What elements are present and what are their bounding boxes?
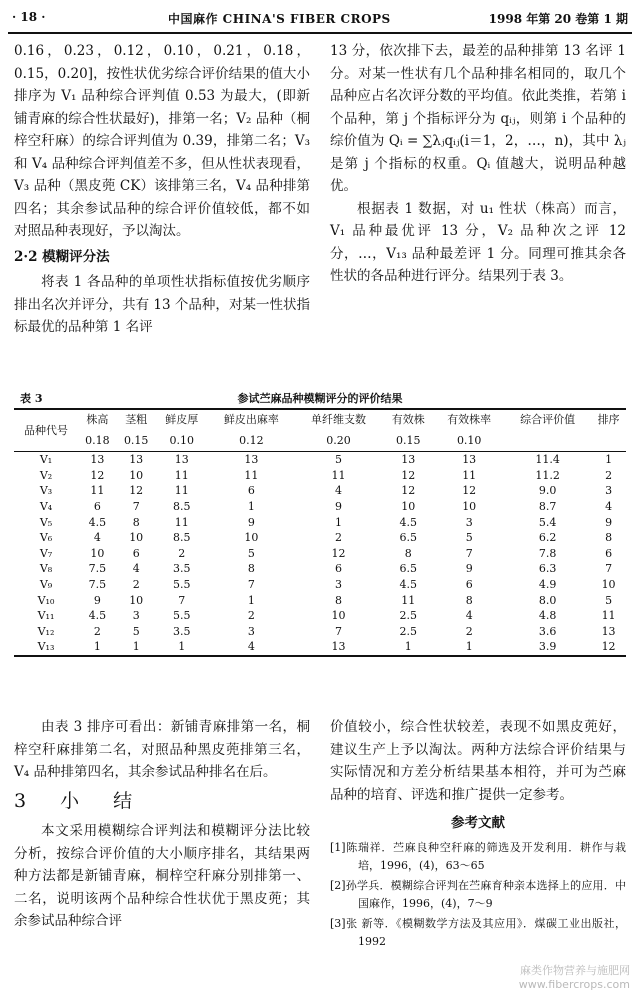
paragraph-summary: 本文采用模糊综合评判法和模糊评分法比较分析，按综合评价值的大小顺序排名，其结果两种方法都是新铺青麻，桐梓空秆麻分别排第一、二名，说明该两个品种综合性状优于黑皮蔸；其余参试品种综合评 xyxy=(14,823,310,929)
section-3-heading: 3 小 结 xyxy=(14,789,147,812)
variety-code-cell: V₅ xyxy=(39,515,53,529)
variety-code-cell: V₁₁ xyxy=(37,609,55,623)
site-watermark xyxy=(519,964,630,992)
score-cell: 10 xyxy=(601,577,616,591)
score-cell: 6 xyxy=(93,499,101,513)
journal-name: 中国麻作 CHINA'S FIBER CROPS xyxy=(168,12,391,26)
score-cell: 1 xyxy=(605,453,613,467)
score-cell: 8.0 xyxy=(538,593,557,607)
score-cell: 12 xyxy=(591,639,626,656)
score-cell: 10 xyxy=(129,593,144,607)
score-cell: 5.5 xyxy=(172,609,191,623)
score-cell: 4 xyxy=(335,484,343,498)
paragraph-fuzzy-eval-result: 0.16，0.23，0.12，0.10，0.21，0.18，0.15，0.20]，按性状优劣综合评价结果的值大小排序为 V₁ 品种综合评判值 0.53 为最大，(即新铺青麻的综合性状最好)，排第一名；V₂ 品种（桐梓空秆麻）的综合评判值为 0.39，排第二名；V₃ 和 V₄ 品种综合评判值差不多，但从性状表现看，V₃ 品种（黑皮蔸 CK）该排第三名，V₄ 品种排第四名；其余参试品种的综合评价值较低，都不如对照品种表现好，予以淘汰。 xyxy=(14,43,310,239)
left-column-bottom xyxy=(14,716,310,933)
table-row xyxy=(14,499,626,515)
score-cell: 8 xyxy=(404,546,412,560)
score-cell: 3.6 xyxy=(538,624,557,638)
score-cell: 3 xyxy=(247,624,255,638)
score-cell: 6 xyxy=(465,577,473,591)
score-cell: 10 xyxy=(331,609,346,623)
score-cell: 7 xyxy=(132,499,140,513)
score-cell: 2 xyxy=(93,624,101,638)
score-cell: 11 xyxy=(331,468,346,482)
column-header: 有效株率 xyxy=(434,409,504,430)
score-cell: 2.5 xyxy=(399,609,417,623)
score-cell: 9 xyxy=(335,499,343,513)
score-cell: 8.5 xyxy=(172,531,191,545)
page-header xyxy=(8,6,632,34)
score-cell: 8 xyxy=(247,562,255,576)
score-cell: 9 xyxy=(605,515,613,529)
score-cell: 13 xyxy=(462,453,477,467)
score-cell: 1 xyxy=(382,639,434,656)
score-cell: 11 xyxy=(174,484,189,498)
score-cell: 7 xyxy=(465,546,473,560)
column-header: 茎粗 xyxy=(117,409,156,430)
weight-cell: 0.15 xyxy=(382,430,434,452)
score-cell: 5 xyxy=(247,546,255,560)
table-body xyxy=(14,452,626,656)
score-cell: 10 xyxy=(462,499,477,513)
table-row xyxy=(14,624,626,640)
score-cell: 4 xyxy=(132,562,140,576)
variety-code-cell: V₈ xyxy=(39,562,53,576)
score-cell: 5 xyxy=(132,624,140,638)
score-cell: 11 xyxy=(601,609,616,623)
score-cell: 10 xyxy=(129,468,144,482)
score-cell: 4.5 xyxy=(88,515,107,529)
score-cell: 3 xyxy=(605,484,613,498)
score-cell: 5 xyxy=(465,531,473,545)
variety-code-cell: V₁₂ xyxy=(37,624,55,638)
score-cell: 12 xyxy=(331,546,346,560)
table-row xyxy=(14,593,626,609)
weight-cell xyxy=(591,430,626,452)
score-cell: 8 xyxy=(335,593,343,607)
score-cell: 6 xyxy=(132,546,140,560)
issue-info: 1998 年第 20 卷第 1 期 xyxy=(488,12,628,26)
table-row xyxy=(14,452,626,468)
score-cell: 12 xyxy=(401,484,416,498)
variety-code-cell: V₄ xyxy=(39,499,53,513)
score-cell: 1 xyxy=(335,515,343,529)
weight-cell: 0.12 xyxy=(208,430,295,452)
table-header-row xyxy=(14,409,626,430)
variety-code-cell: V₃ xyxy=(39,484,53,498)
score-cell: 9 xyxy=(247,515,255,529)
reference-item: [2]孙学兵．模糊综合评判在苎麻育种亲本选择上的应用．中国麻作，1996，(4)，7～9 xyxy=(330,878,626,910)
variety-code-cell: V₁₀ xyxy=(37,593,55,607)
table-row xyxy=(14,577,626,593)
score-cell: 2 xyxy=(178,546,186,560)
score-cell: 6.3 xyxy=(538,562,557,576)
score-cell: 13 xyxy=(90,453,105,467)
score-cell: 7 xyxy=(178,593,186,607)
reference-item: [1]陈瑞祥．苎麻良种空秆麻的筛选及开发利用．耕作与栽培，1996，(4)，63～65 xyxy=(330,840,626,872)
score-cell: 4.5 xyxy=(399,515,417,529)
score-cell: 4 xyxy=(605,499,613,513)
score-cell: 11 xyxy=(174,515,189,529)
score-cell: 2 xyxy=(605,468,613,482)
table-row xyxy=(14,530,626,546)
variety-code-cell: V₉ xyxy=(39,577,53,591)
variety-code-cell: V₁ xyxy=(39,453,53,467)
variety-code-cell: V₆ xyxy=(39,531,53,545)
table-row xyxy=(14,639,626,656)
table-3-label: 表 3 xyxy=(20,392,43,405)
variety-code-cell: V₁₃ xyxy=(14,639,78,656)
weight-cell: 0.10 xyxy=(156,430,208,452)
table-row xyxy=(14,468,626,484)
score-cell: 4 xyxy=(93,531,101,545)
score-cell: 10 xyxy=(90,546,105,560)
score-cell: 8 xyxy=(605,531,613,545)
score-cell: 3.5 xyxy=(172,624,191,638)
variety-code-cell: V₂ xyxy=(39,468,53,482)
right-column-top xyxy=(330,40,626,288)
column-header: 排序 xyxy=(591,409,626,430)
paragraph-conclusion: 价值较小，综合性状较差，表现不如黑皮蔸好，建议生产上予以淘汰。两种方法综合评价结果与实际情况和方差分析结果基本相符，并可为苎麻品种的培育、评选和推广提供一定参考。 xyxy=(330,719,626,803)
table-3-caption xyxy=(14,388,626,406)
score-cell: 2 xyxy=(132,577,140,591)
paragraph-table3-ranking: 由表 3 排序可看出：新铺青麻排第一名，桐梓空秆麻排第二名，对照品种黑皮蔸排第三名，V₄ 品种排第四名，其余参试品种排名在后。 xyxy=(14,719,310,780)
score-cell: 11.4 xyxy=(535,453,560,467)
score-cell: 12 xyxy=(401,468,416,482)
score-cell: 8.7 xyxy=(538,499,557,513)
score-cell: 7 xyxy=(605,562,613,576)
score-cell: 12 xyxy=(462,484,477,498)
score-cell: 9.0 xyxy=(538,484,557,498)
row-header-cell: 品种代号 xyxy=(14,409,78,452)
score-cell: 5 xyxy=(605,593,613,607)
left-column-top xyxy=(14,40,310,339)
score-cell: 6.5 xyxy=(399,531,417,545)
fuzzy-score-table xyxy=(14,408,626,657)
score-cell: 8 xyxy=(465,593,473,607)
score-cell: 13 xyxy=(174,453,189,467)
score-cell: 1 xyxy=(117,639,156,656)
column-header: 有效株 xyxy=(382,409,434,430)
weight-row xyxy=(14,430,626,452)
paragraph-scoring-method: 13 分，依次排下去，最差的品种排第 13 名评 1 分。对某一性状有几个品种排名相同的，取几个品种应占名次评分数的平均值。依此类推，若第 i 个品种，第 j 个指标评分为 qᵢⱼ，则第 i 个品种的综价值为 Qᵢ = ∑λⱼqᵢⱼ(i＝1，2，…，n)，其中 λⱼ 是第 j 个指标的权重。Qᵢ 值越大，说明品种越优。 xyxy=(330,43,626,194)
score-cell: 4 xyxy=(465,609,473,623)
score-cell: 2 xyxy=(335,531,343,545)
score-cell: 10 xyxy=(401,499,416,513)
score-cell: 8.5 xyxy=(172,499,191,513)
score-cell: 4.9 xyxy=(538,577,557,591)
references-heading: 参考文献 xyxy=(451,815,505,831)
score-cell: 4.5 xyxy=(88,609,107,623)
score-cell: 13 xyxy=(295,639,382,656)
score-cell: 4 xyxy=(208,639,295,656)
score-cell: 1 xyxy=(434,639,504,656)
score-cell: 9 xyxy=(465,562,473,576)
page-number: · 18 · xyxy=(12,10,46,24)
score-cell: 6 xyxy=(247,484,255,498)
score-cell: 1 xyxy=(247,593,255,607)
watermark-site-name: 麻类作物营养与施肥网 xyxy=(520,964,630,977)
table-row xyxy=(14,515,626,531)
score-cell: 1 xyxy=(247,499,255,513)
score-cell: 5.5 xyxy=(172,577,191,591)
table-3-title: 参试苎麻品种模糊评分的评价结果 xyxy=(237,392,403,405)
weight-cell: 0.18 xyxy=(78,430,117,452)
score-cell: 9 xyxy=(93,593,101,607)
weight-cell: 0.15 xyxy=(117,430,156,452)
score-cell: 1 xyxy=(156,639,208,656)
score-cell: 12 xyxy=(129,484,144,498)
column-header: 鲜皮出麻率 xyxy=(208,409,295,430)
score-cell: 6.2 xyxy=(538,531,557,545)
score-cell: 13 xyxy=(244,453,259,467)
weight-cell xyxy=(504,430,591,452)
reference-item: [3]张 新等．《模糊数学方法及其应用》．煤碳工业出版社，1992 xyxy=(330,916,626,948)
table-row xyxy=(14,608,626,624)
score-cell: 2 xyxy=(465,624,473,638)
column-header: 鲜皮厚 xyxy=(156,409,208,430)
score-cell: 5.4 xyxy=(538,515,557,529)
score-cell: 8 xyxy=(132,515,140,529)
score-cell: 6 xyxy=(605,546,613,560)
score-cell: 7 xyxy=(247,577,255,591)
score-cell: 13 xyxy=(601,624,616,638)
score-cell: 4.8 xyxy=(538,609,557,623)
score-cell: 6.5 xyxy=(399,562,417,576)
watermark-url: www.fibercrops.com xyxy=(518,978,630,991)
variety-code-cell: V₇ xyxy=(39,546,53,560)
right-column-bottom xyxy=(330,716,626,953)
weight-cell: 0.10 xyxy=(434,430,504,452)
score-cell: 11 xyxy=(244,468,259,482)
score-cell: 11.2 xyxy=(535,468,560,482)
score-cell: 5 xyxy=(335,453,343,467)
table-row xyxy=(14,483,626,499)
column-header: 单纤维支数 xyxy=(295,409,382,430)
table-row xyxy=(14,561,626,577)
score-cell: 10 xyxy=(129,531,144,545)
score-cell: 2 xyxy=(247,609,255,623)
score-cell: 3 xyxy=(335,577,343,591)
score-cell: 13 xyxy=(129,453,144,467)
paragraph-scoring-intro: 将表 1 各品种的单项性状指标值按优劣顺序排出名次并评分，共有 13 个品种，对某一性状指标最优的品种第 1 名评 xyxy=(14,274,310,335)
score-cell: 7.5 xyxy=(88,577,107,591)
score-cell: 11 xyxy=(401,593,416,607)
score-cell: 2.5 xyxy=(399,624,417,638)
score-cell: 6 xyxy=(335,562,343,576)
score-cell: 3 xyxy=(132,609,140,623)
score-cell: 10 xyxy=(244,531,259,545)
score-cell: 7 xyxy=(335,624,343,638)
score-cell: 13 xyxy=(401,453,416,467)
score-cell: 12 xyxy=(90,468,105,482)
section-2-2-heading: 2·2 模糊评分法 xyxy=(14,248,110,265)
score-cell: 3.9 xyxy=(504,639,591,656)
weight-cell: 0.20 xyxy=(295,430,382,452)
score-cell: 3 xyxy=(465,515,473,529)
column-header: 株高 xyxy=(78,409,117,430)
score-cell: 7.8 xyxy=(538,546,557,560)
score-cell: 7.5 xyxy=(88,562,107,576)
table-row xyxy=(14,546,626,562)
score-cell: 11 xyxy=(90,484,105,498)
score-cell: 4.5 xyxy=(399,577,417,591)
score-cell: 11 xyxy=(462,468,477,482)
column-header: 综合评价值 xyxy=(504,409,591,430)
score-cell: 1 xyxy=(78,639,117,656)
score-cell: 11 xyxy=(174,468,189,482)
paragraph-table1-scoring: 根据表 1 数据，对 u₁ 性状（株高）而言，V₁ 品种最优评 13 分，V₂ 品种次之评 12 分，…，V₁₃ 品种最差评 1 分。同理可推其余各性状的各品种进行评分。结果列于表 3。 xyxy=(330,200,626,284)
score-cell: 3.5 xyxy=(172,562,191,576)
